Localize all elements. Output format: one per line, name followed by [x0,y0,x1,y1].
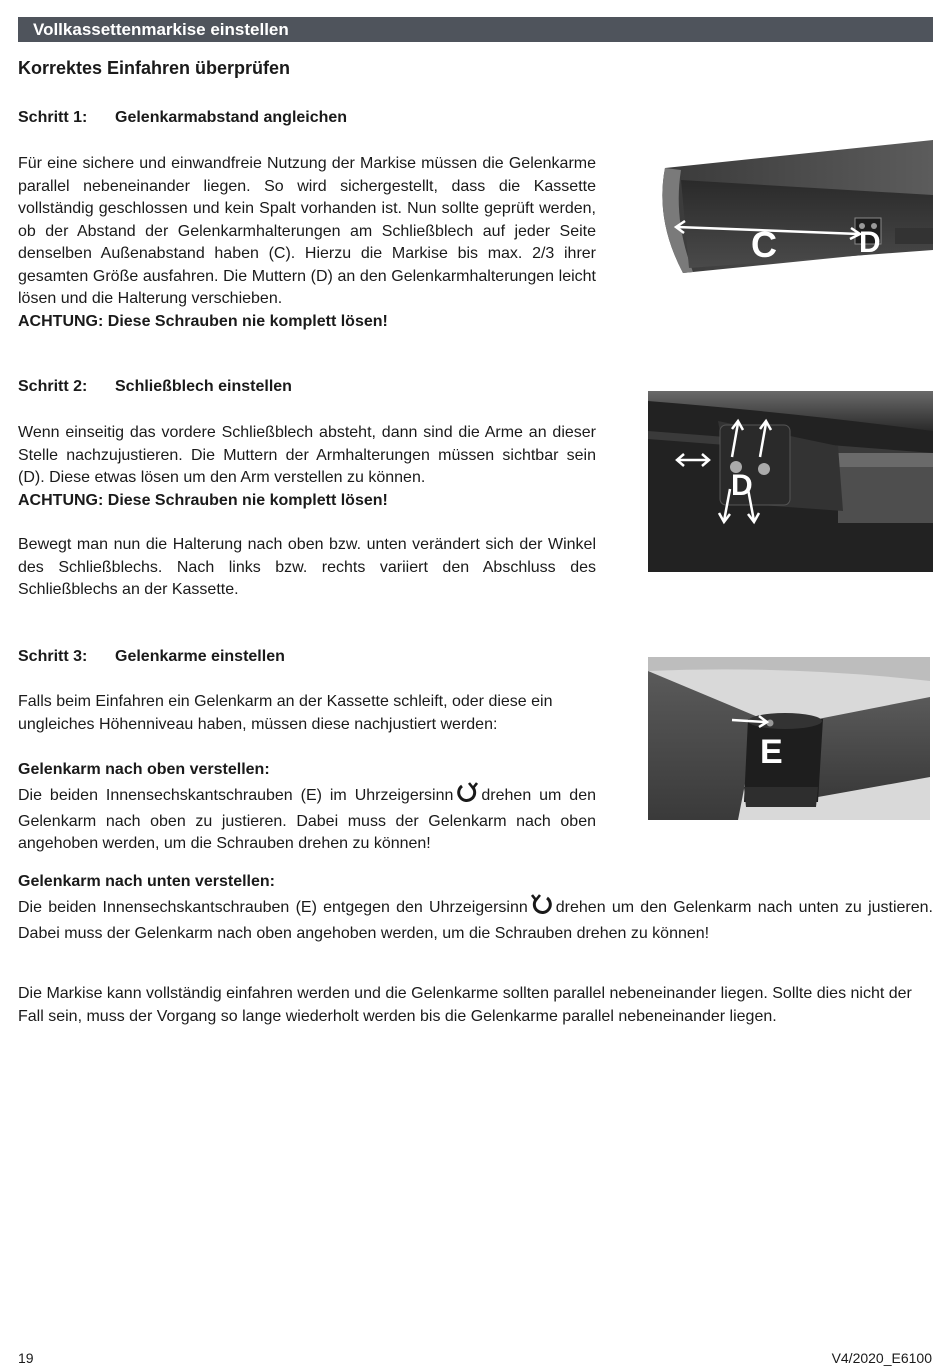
step3-photo [648,657,930,820]
step2-title: Schließblech einstellen [115,378,292,395]
label-d: D [731,469,753,502]
header-title: Vollkassettenmarkise einstellen [33,20,289,39]
step2-photo [648,391,933,572]
rotate-clockwise-icon [456,781,478,811]
step1-heading [18,109,347,127]
step1-text: Für eine sichere und einwandfreie Nutzung der Markise müssen die Gelenkarme parallel nebeneinander liegen. So wird sichergestellt, dass die Kassette vollständig geschlossen und kein Spalt vorhanden ist. Nun sollte geprüft werden, ob der Abstand der Gelenkarmhalterungen am Schließblech auf jeder Seite denselben Außenabstand haben (C). Hierzu die Markise bis max. 2/3 ihrer gesamten Größe ausfahren. Die Muttern (D) an den Gelenkarmhalterungen leicht lösen und die Halterung verschieben. [18,155,596,307]
down-text-a: Die beiden Innensechskantschrauben (E) entgegen den Uhrzeigersinn [18,899,528,916]
step2-text: Wenn einseitig das vordere Schließblech absteht, dann sind die Arme an dieser Stelle nachzujustieren. Die Muttern der Armhalterungen müssen sichtbar sein (D). Diese etwas lösen um den Arm verstellen zu können. [18,424,596,486]
step3-number: Schritt 3: [18,648,88,665]
step2-number: Schritt 2: [18,378,88,395]
label-c: C [751,224,777,265]
step1-number: Schritt 1: [18,109,88,126]
cassette-photo [655,140,933,278]
conclusion-text: Die Markise kann vollständig einfahren werden und die Gelenkarme sollten parallel nebeneinander liegen. Sollte dies nicht der Fall sein, muss der Vorgang so lange wiederholt werden bis die Gelenkarme parallel nebeneinander liegen. [18,985,912,1025]
section-title: Korrektes Einfahren überprüfen [18,58,291,78]
up-text-a: Die beiden Innensechskantschrauben (E) im Uhrzeigersinn [18,787,454,804]
up-text-b: drehen um den Gelenkarm nach oben zu justieren. Dabei muss der Gelenkarm nach oben angehoben werden, um die Schrauben drehen zu können! [18,787,596,852]
up-body [18,781,596,856]
step1-body [18,153,596,333]
label-e: E [760,733,783,771]
rotate-counterclockwise-icon [531,893,553,923]
down-text-b: drehen um den Gelenkarm nach unten zu justieren. Dabei muss der Gelenkarm nach oben angehoben werden, um die Schrauben drehen zu können! [18,899,933,942]
joint-photo [648,657,930,820]
step1-photo [655,140,933,278]
document-version: V4/2020_E6100 [831,1350,932,1366]
section-header-bar [18,17,933,42]
step1-title: Gelenkarmabstand angleichen [115,109,348,126]
down-heading: Gelenkarm nach unten verstellen: [18,873,275,890]
up-heading: Gelenkarm nach oben verstellen: [18,761,270,778]
label-d: D [859,226,881,259]
page-number: 19 [18,1350,34,1366]
step2-warning: ACHTUNG: Diese Schrauben nie komplett lösen! [18,491,388,509]
step2-heading [18,378,292,396]
step3-intro: Falls beim Einfahren ein Gelenkarm an der Kassette schleift, oder diese ein ungleiches Höhenniveau haben, müssen diese nachjustiert werden: [18,693,553,733]
step2-body2: Bewegt man nun die Halterung nach oben bzw. unten verändert sich der Winkel des Schließblechs. Nach links bzw. rechts variiert den Abschluss des Schließblechs an der Kassette. [18,536,596,598]
screw-pointer-arrow-icon [730,713,770,729]
down-body [18,893,933,945]
step1-warning: ACHTUNG: Diese Schrauben nie komplett lösen! [18,312,388,330]
step3-title: Gelenkarme einstellen [115,648,285,665]
step3-heading [18,648,285,666]
step2-body [18,422,596,512]
